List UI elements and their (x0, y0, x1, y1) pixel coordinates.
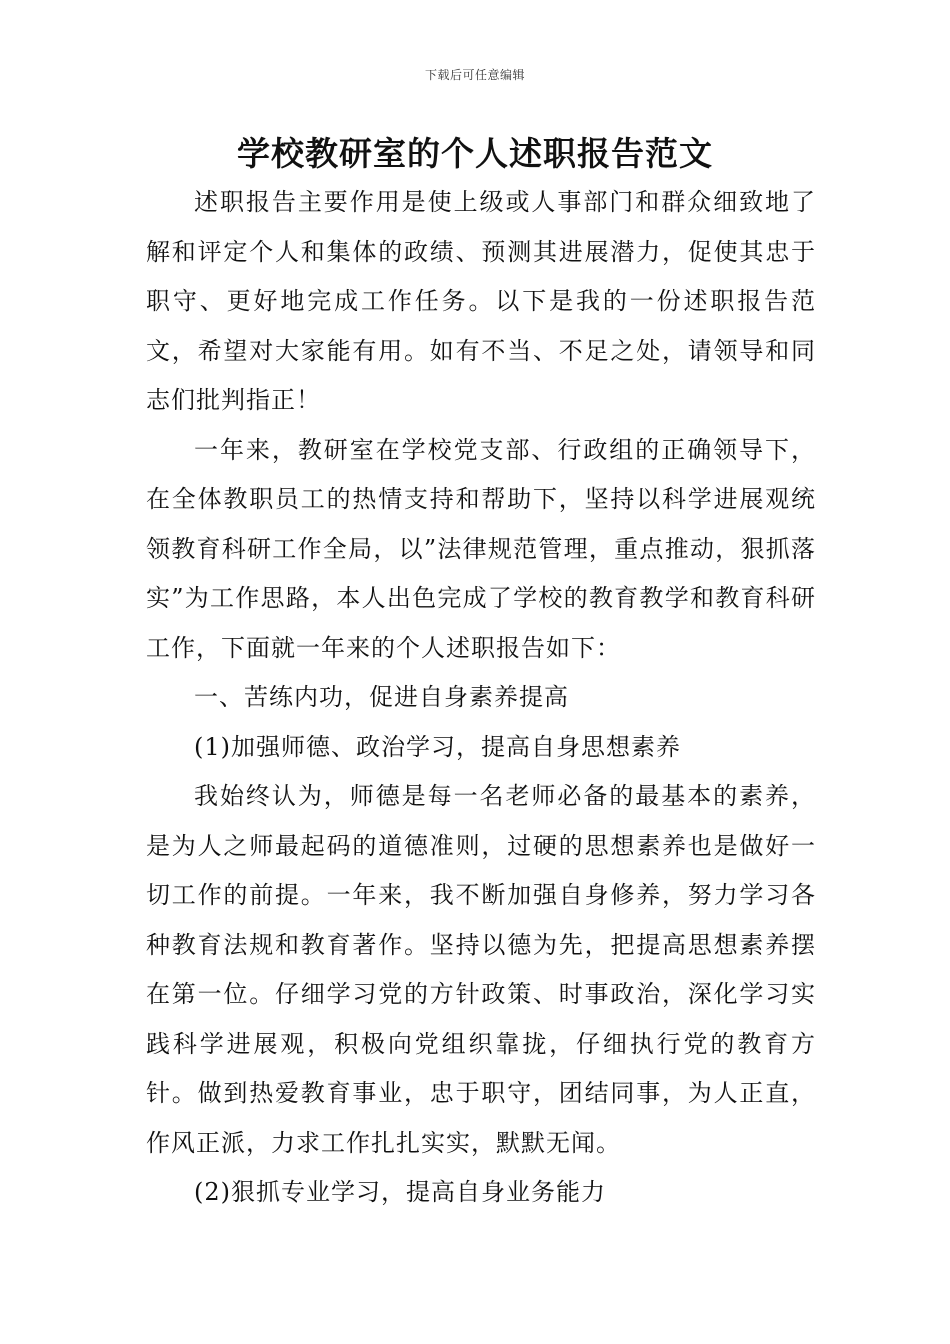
subsection-heading-2: (2)狠抓专业学习，提高自身业务能力 (194, 1178, 606, 1206)
document-body (146, 178, 816, 1218)
section-heading-1: 一、苦练内功，促进自身素养提高 (194, 683, 569, 711)
document-title: 学校教研室的个人述职报告范文 (237, 134, 713, 173)
paragraph-overview: 一年来，教研室在学校党支部、行政组的正确领导下，在全体教职员工的热情支持和帮助下，坚持以科学进展观统领教育科研工作全局，以”法律规范管理，重点推动，狠抓落实”为工作思路，本人出色完成了学校的教育教学和教育科研工作，下面就一年来的个人述职报告如下： (146, 435, 816, 662)
page-header-note: 下载后可任意编辑 (424, 68, 525, 82)
paragraph-intro: 述职报告主要作用是使上级或人事部门和群众细致地了解和评定个人和集体的政绩、预测其进展潜力，促使其忠于职守、更好地完成工作任务。以下是我的一份述职报告范文，希望对大家能有用。如有不当、不足之处，请领导和同志们批判指正！ (146, 188, 816, 414)
paragraph-ethics: 我始终认为，师德是每一名老师必备的最基本的素养，是为人之师最起码的道德准则，过硬的思想素养也是做好一切工作的前提。一年来，我不断加强自身修养，努力学习各种教育法规和教育著作。坚持以德为先，把提高思想素养摆在第一位。仔细学习党的方针政策、时事政治，深化学习实践科学进展观，积极向党组织靠拢，仔细执行党的教育方针。做到热爱教育事业，忠于职守，团结同事，为人正直，作风正派，力求工作扎扎实实，默默无闻。 (146, 782, 816, 1157)
subsection-heading-1: (1)加强师德、政治学习，提高自身思想素养 (194, 732, 681, 761)
